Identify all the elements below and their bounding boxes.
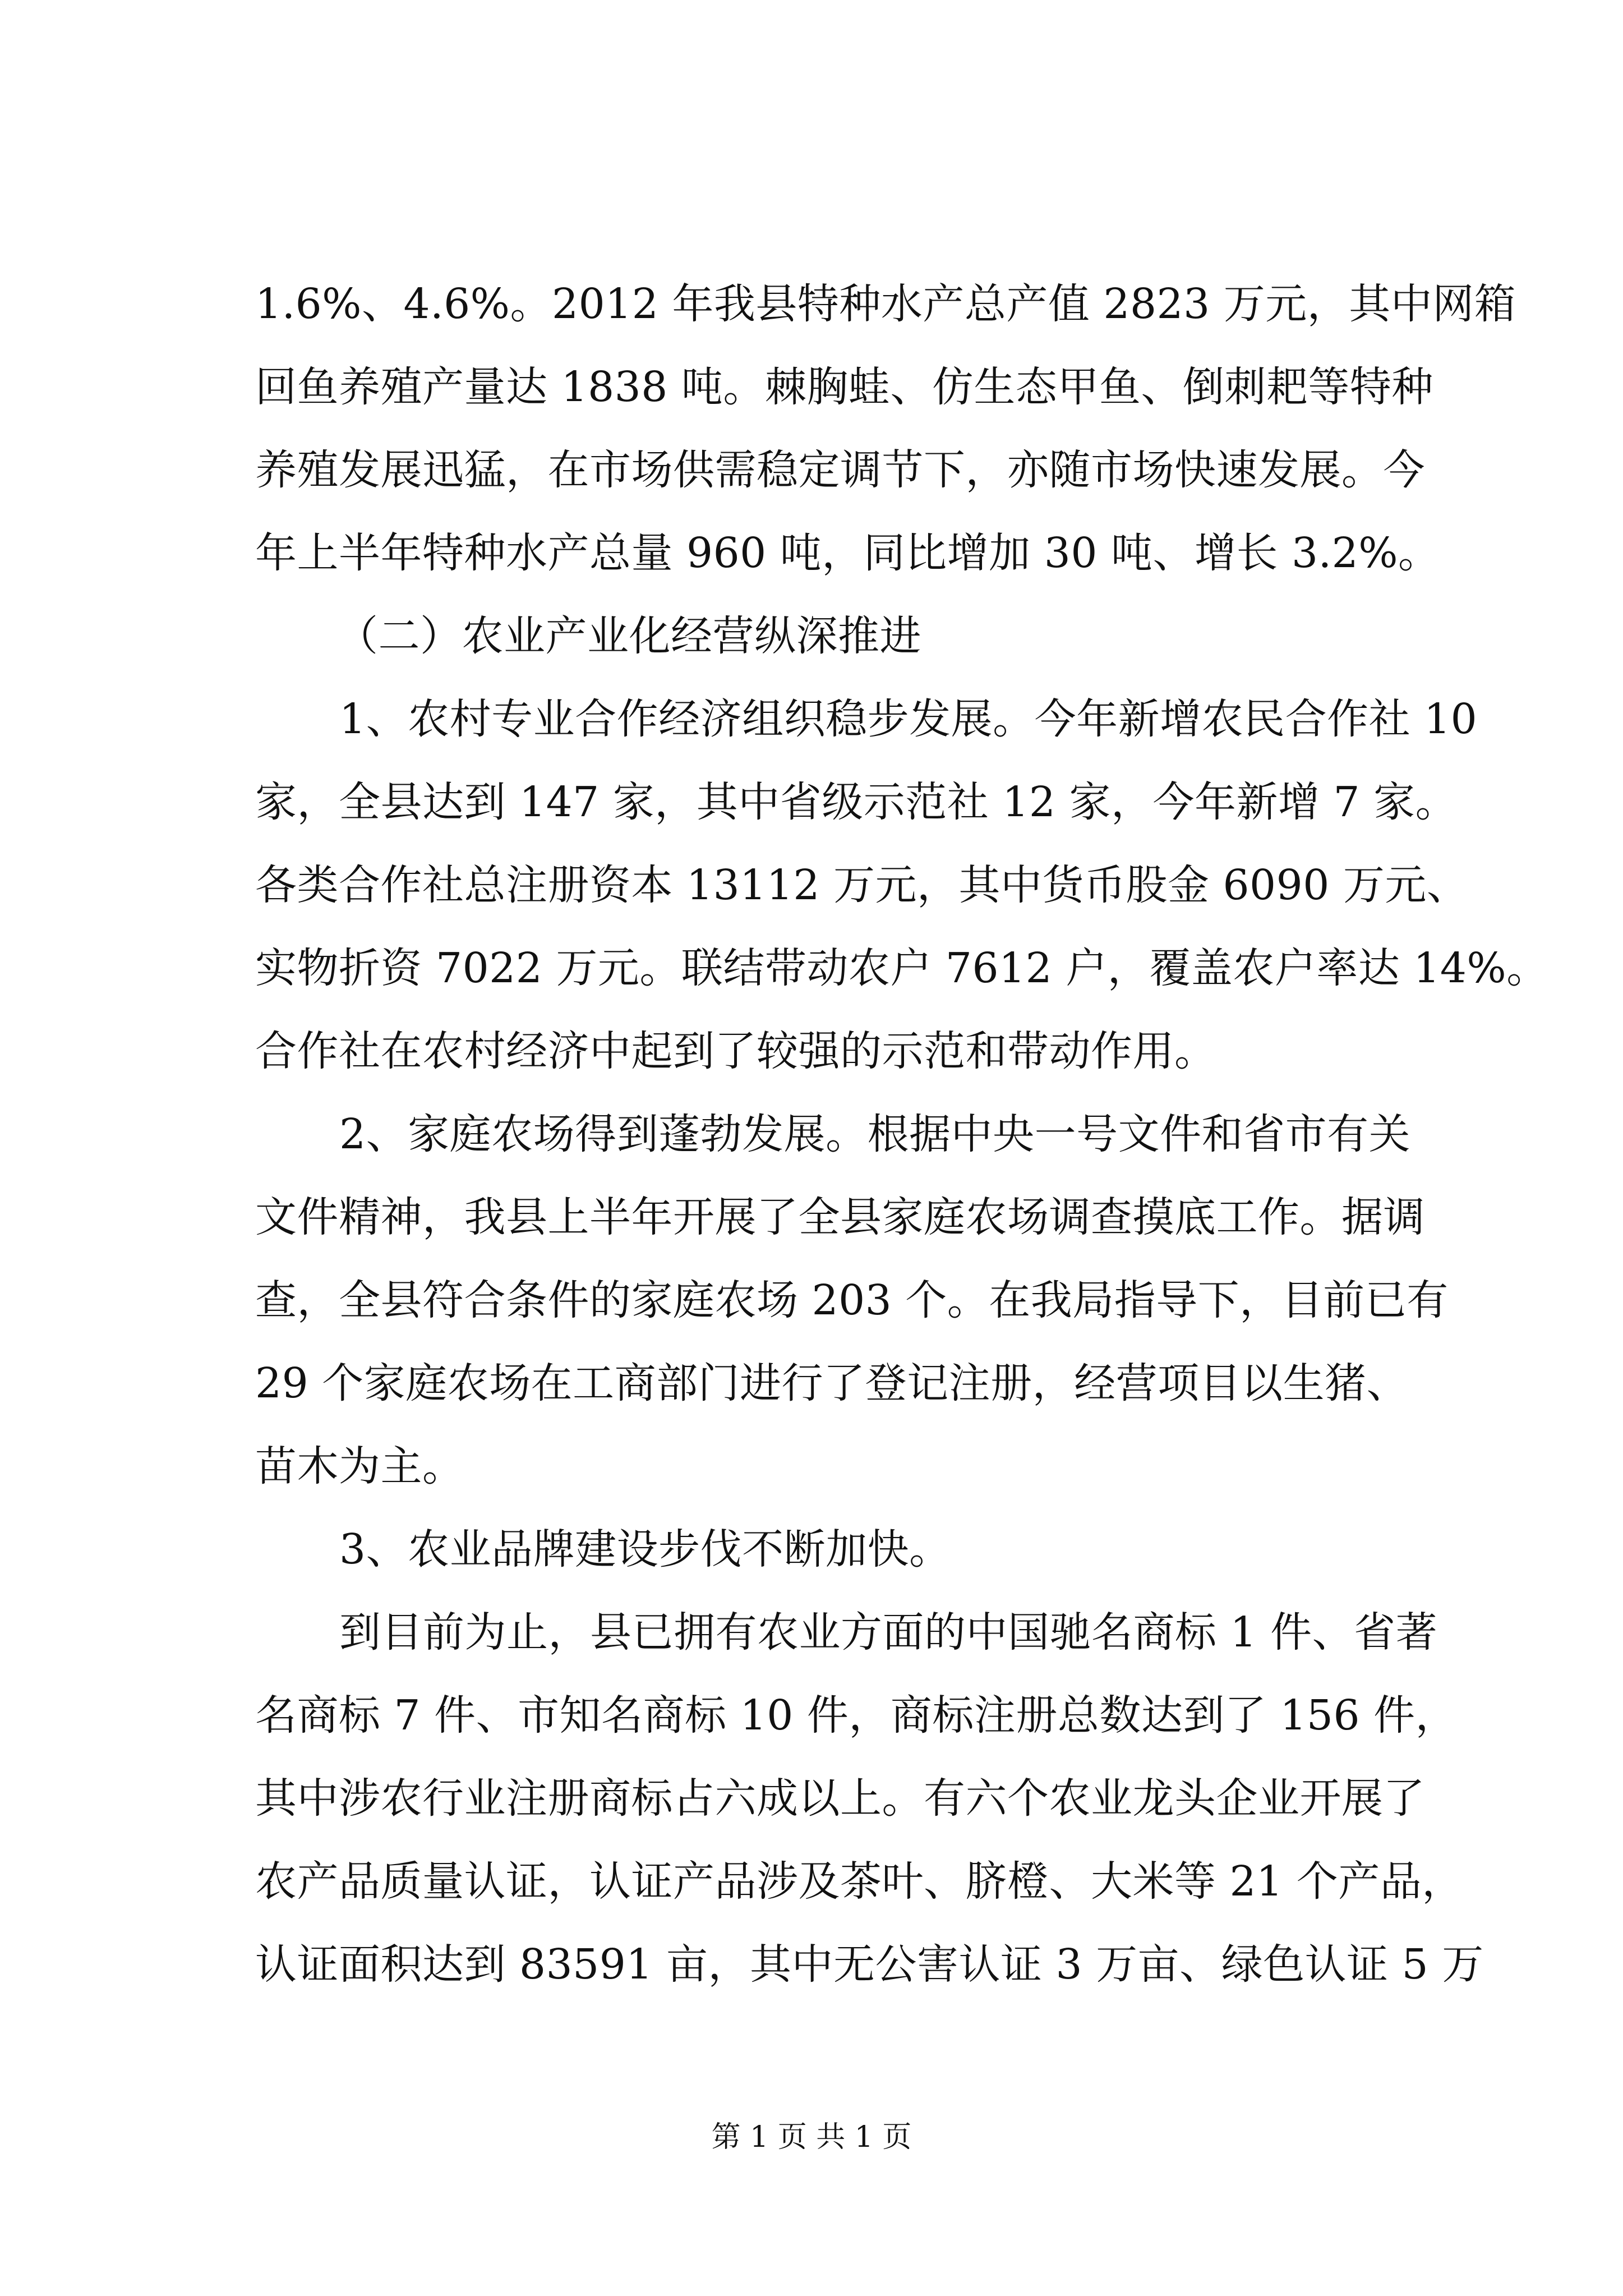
text-line: 其中涉农行业注册商标占六成以上。有六个农业龙头企业开展了 <box>255 1774 1425 1823</box>
subsection-heading: 3、农业品牌建设步伐不断加快。 <box>339 1525 951 1573</box>
text-line: 实物折资 7022 万元。联结带动农户 7612 户，覆盖农户率达 14%。 <box>255 944 1548 992</box>
section-heading: （二）农业产业化经营纵深推进 <box>336 612 921 660</box>
text-line: 养殖发展迅猛，在市场供需稳定调节下，亦随市场快速发展。今 <box>255 446 1425 494</box>
text-line: 家，全县达到 147 家，其中省级示范社 12 家，今年新增 7 家。 <box>255 778 1458 826</box>
text-line: 1.6%、4.6%。2012 年我县特种水产总产值 2823 万元，其中网箱 <box>255 280 1516 328</box>
text-line: 年上半年特种水产总量 960 吨，同比增加 30 吨、增长 3.2%。 <box>255 529 1440 577</box>
text-line: 2、家庭农场得到蓬勃发展。根据中央一号文件和省市有关 <box>339 1110 1411 1158</box>
text-line: 到目前为止，县已拥有农业方面的中国驰名商标 1 件、省著 <box>339 1608 1438 1657</box>
text-line: 苗木为主。 <box>255 1442 464 1490</box>
text-line: 名商标 7 件、市知名商标 10 件，商标注册总数达到了 156 件， <box>255 1691 1458 1740</box>
document-body <box>255 263 1548 2006</box>
page-number-footer: 第 1 页 共 1 页 <box>711 2120 912 2154</box>
text-line: 1、农村专业合作经济组织稳步发展。今年新增农民合作社 10 <box>339 695 1478 743</box>
text-line: 农产品质量认证，认证产品涉及茶叶、脐橙、大米等 21 个产品， <box>255 1857 1464 1906</box>
text-line: 回鱼养殖产量达 1838 吨。棘胸蛙、仿生态甲鱼、倒刺耙等特种 <box>255 363 1433 411</box>
text-line: 各类合作社总注册资本 13112 万元，其中货币股金 6090 万元、 <box>255 861 1469 909</box>
text-line: 文件精神，我县上半年开展了全县家庭农场调查摸底工作。据调 <box>255 1193 1425 1241</box>
text-line: 29 个家庭农场在工商部门进行了登记注册，经营项目以生猪、 <box>255 1359 1409 1407</box>
text-line: 合作社在农村经济中起到了较强的示范和带动作用。 <box>255 1027 1216 1075</box>
text-line: 认证面积达到 83591 亩，其中无公害认证 3 万亩、绿色认证 5 万 <box>255 1940 1484 1989</box>
text-line: 查，全县符合条件的家庭农场 203 个。在我局指导下，目前已有 <box>255 1276 1449 1324</box>
